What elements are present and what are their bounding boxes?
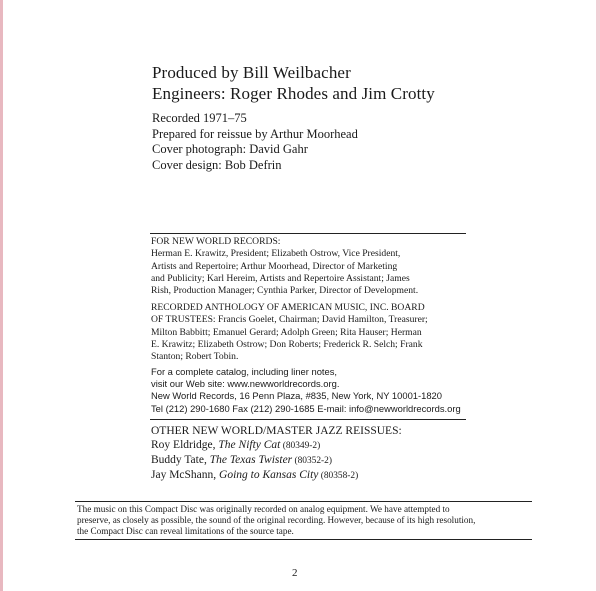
reissue-item [151,438,491,453]
reissue-credit: Prepared for reissue by Arthur Moorhead [152,126,358,141]
other-reissues-heading: OTHER NEW WORLD/MASTER JAZZ REISSUES: [151,425,402,437]
reissue-item [151,453,491,468]
staff-line: FOR NEW WORLD RECORDS: [151,236,281,247]
staff-line: Rish, Production Manager; Cynthia Parker, Director of Development. [151,285,419,297]
reissue-artist: Roy Eldridge, [151,439,219,451]
reissue-item [151,468,491,483]
design-credit: Cover design: Bob Defrin [152,157,282,172]
nwr-staff-block [151,236,473,297]
reissue-title: The Nifty Cat [218,439,281,451]
board-line: Milton Babbitt; Emanuel Gerard; Adolph Green; Rita Hauser; Herman [151,326,422,338]
photo-credit: Cover photograph: David Gahr [152,142,308,156]
reissue-artist: Jay McShann, [151,469,220,482]
engineers-credit: Engineers: Roger Rhodes and Jim Crotty [152,84,435,103]
notice-line: the Compact Disc can reveal limitations of the source tape. [77,526,294,537]
notice-line: The music on this Compact Disc was originally recorded on analog equipment. We have attempted to [77,504,450,514]
reissue-title: Going to Kansas City [219,469,319,482]
reissue-title: The Texas Twister [209,454,293,467]
staff-line: and Publicity; Karl Hereim, Artists and Repertoire Assistant; James [151,272,410,284]
section-rule [150,419,466,420]
reissue-catalog: (80352-2) [292,456,332,467]
board-line: RECORDED ANTHOLOGY OF AMERICAN MUSIC, INC. BOARD [151,302,425,313]
board-line: Stanton; Robert Tobin. [151,351,239,363]
producer-credit: Produced by Bill Weilbacher [152,63,351,82]
contact-line: visit our Web site: www.newworldrecords.org. [151,378,340,390]
contact-line: New World Records, 16 Penn Plaza, #835, New York, NY 10001-1820 [151,390,442,402]
staff-line: Artists and Repertoire; Arthur Moorhead, Director of Marketing [151,260,398,272]
staff-line: Herman E. Krawitz, President; Elizabeth Ostrow, Vice President, [151,248,401,260]
analog-recording-notice [75,501,532,540]
section-rule [150,233,466,234]
notice-line: preserve, as closely as possible, the sound of the original recording. However, because of its high resolution, [77,515,476,526]
page-number: 2 [292,567,298,579]
reissue-catalog: (80358-2) [318,471,359,482]
contact-line: For a complete catalog, including liner notes, [151,366,338,377]
board-line: E. Krawitz; Elizabeth Ostrow; Don Roberts; Frederick R. Selch; Frank [151,338,423,350]
page-edge-right [596,0,600,591]
reissues-list [151,438,491,484]
recorded-dates: Recorded 1971–75 [152,111,247,125]
board-of-trustees-block [151,302,473,363]
contact-block [151,366,511,415]
contact-line: Tel (212) 290-1680 Fax (212) 290-1685 E-mail: info@newworldrecords.org [151,402,461,414]
reissue-catalog: (80349-2) [280,441,321,451]
page-edge-left [0,0,3,591]
production-credits [152,62,512,173]
reissue-artist: Buddy Tate, [151,454,210,467]
board-line: OF TRUSTEES: Francis Goelet, Chairman; David Hamilton, Treasurer; [151,314,428,326]
